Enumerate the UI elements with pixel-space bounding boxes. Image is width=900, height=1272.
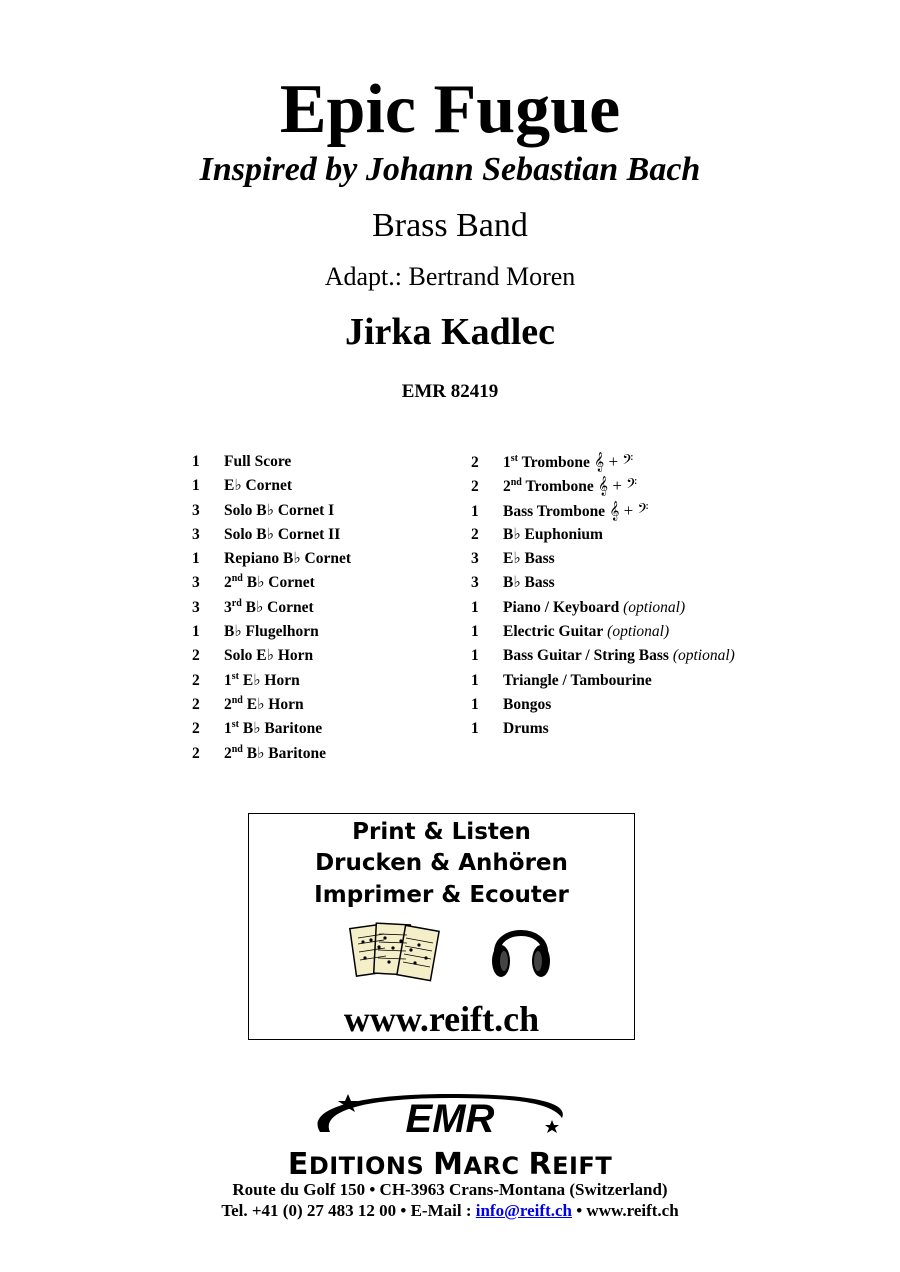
part-ordinal: 2 bbox=[503, 478, 511, 496]
part-ordinal: 2 bbox=[224, 695, 232, 713]
part-name: E♭ Horn bbox=[242, 695, 304, 713]
part-row bbox=[471, 450, 735, 474]
part-row bbox=[192, 717, 351, 741]
part-row bbox=[192, 474, 351, 498]
part-quantity: 1 bbox=[192, 453, 200, 470]
part-quantity: 1 bbox=[192, 623, 200, 641]
ensemble: Brass Band bbox=[372, 207, 528, 244]
email-link[interactable]: info@reift.ch bbox=[475, 1201, 572, 1220]
promo-line-2: Drucken & Anhören bbox=[315, 850, 568, 876]
part-optional-note: (optional) bbox=[668, 647, 735, 665]
part-quantity: 2 bbox=[471, 454, 479, 471]
part-name: Drums bbox=[503, 720, 549, 738]
publisher-ditions: DITIONS bbox=[308, 1152, 434, 1180]
part-ordinal: 1 bbox=[503, 454, 511, 471]
contact-line bbox=[0, 1201, 900, 1221]
emr-logo bbox=[300, 1088, 600, 1146]
part-quantity: 1 bbox=[192, 477, 200, 495]
part-quantity: 2 bbox=[192, 720, 200, 738]
part-name: Solo B♭ Cornet II bbox=[224, 525, 341, 543]
part-ordinal: 2 bbox=[224, 744, 232, 762]
part-optional-note: (optional) bbox=[603, 623, 670, 641]
part-quantity: 1 bbox=[471, 502, 479, 520]
part-name: B♭ Flugelhorn bbox=[224, 623, 319, 641]
part-name: B♭ Baritone bbox=[242, 744, 326, 762]
part-row bbox=[192, 547, 351, 571]
part-row bbox=[192, 596, 351, 620]
part-name: Trombone bbox=[517, 454, 590, 471]
part-ordinal-suffix: st bbox=[510, 452, 518, 464]
adaptation-credit: Adapt.: Bertrand Moren bbox=[324, 262, 576, 291]
part-name: Triangle / Tambourine bbox=[503, 671, 652, 689]
part-ordinal: 2 bbox=[224, 574, 232, 592]
part-quantity: 3 bbox=[471, 550, 479, 568]
part-row bbox=[471, 693, 735, 717]
part-quantity: 2 bbox=[471, 525, 479, 543]
part-row bbox=[192, 693, 351, 717]
website[interactable]: • www.reift.ch bbox=[571, 1201, 679, 1220]
part-quantity: 3 bbox=[192, 501, 200, 519]
part-name: B♭ Baritone bbox=[238, 720, 323, 738]
part-quantity: 1 bbox=[471, 671, 479, 689]
part-name: Full Score bbox=[224, 453, 292, 470]
publisher-r: R bbox=[528, 1147, 553, 1182]
part-ordinal-suffix: nd bbox=[510, 477, 522, 489]
part-ordinal-suffix: st bbox=[231, 670, 239, 682]
clef-icon: 𝄞 + 𝄢 bbox=[589, 452, 634, 471]
part-ordinal: 1 bbox=[224, 671, 232, 689]
part-quantity: 1 bbox=[471, 623, 479, 641]
part-quantity: 3 bbox=[192, 574, 200, 592]
parts-list-left bbox=[192, 450, 351, 766]
part-row bbox=[192, 523, 351, 547]
catalog-number: EMR 82419 bbox=[401, 381, 499, 402]
publisher-m: M bbox=[433, 1147, 464, 1182]
sheet-music-icon bbox=[349, 918, 441, 990]
part-name: Bass Trombone bbox=[503, 502, 606, 520]
part-quantity: 1 bbox=[471, 720, 479, 738]
address-line: Route du Golf 150 • CH-3963 Crans-Montana (Switzerland) bbox=[232, 1180, 668, 1199]
clef-icon: 𝄞 + 𝄢 bbox=[593, 476, 638, 496]
part-name: E♭ Cornet bbox=[224, 477, 293, 495]
part-optional-note: (optional) bbox=[619, 598, 686, 616]
part-name: Bongos bbox=[503, 695, 552, 713]
part-row bbox=[192, 620, 351, 644]
part-quantity: 3 bbox=[471, 574, 479, 592]
promo-line-3: Imprimer & Ecouter bbox=[314, 882, 569, 908]
part-quantity: 2 bbox=[192, 695, 200, 713]
part-row bbox=[471, 620, 735, 644]
title: Epic Fugue bbox=[279, 71, 621, 148]
part-row bbox=[471, 499, 735, 523]
part-ordinal-suffix: nd bbox=[231, 743, 243, 755]
part-name: Solo B♭ Cornet I bbox=[224, 501, 335, 519]
part-name: Solo E♭ Horn bbox=[224, 647, 314, 665]
part-row bbox=[192, 499, 351, 523]
part-ordinal-suffix: nd bbox=[231, 573, 243, 585]
part-row bbox=[471, 571, 735, 595]
part-row bbox=[471, 474, 735, 498]
part-row bbox=[192, 669, 351, 693]
part-name: Bass Guitar / String Bass bbox=[503, 647, 669, 665]
part-quantity: 3 bbox=[192, 525, 200, 543]
part-quantity: 2 bbox=[192, 671, 200, 689]
part-quantity: 2 bbox=[471, 478, 479, 496]
part-name: B♭ Euphonium bbox=[503, 525, 603, 543]
part-name: Electric Guitar bbox=[503, 623, 604, 641]
composer: Jirka Kadlec bbox=[344, 311, 556, 353]
publisher-eift: EIFT bbox=[552, 1152, 613, 1180]
part-ordinal-suffix: rd bbox=[231, 597, 242, 609]
publisher-name bbox=[0, 1147, 900, 1182]
part-quantity: 1 bbox=[471, 598, 479, 616]
part-row bbox=[192, 742, 351, 766]
part-name: E♭ Bass bbox=[503, 550, 555, 568]
part-row bbox=[471, 669, 735, 693]
part-ordinal-suffix: nd bbox=[231, 694, 243, 706]
part-row bbox=[192, 644, 351, 668]
part-row bbox=[471, 523, 735, 547]
part-name: B♭ Bass bbox=[503, 574, 555, 592]
subtitle: Inspired by Johann Sebastian Bach bbox=[199, 151, 701, 188]
part-quantity: 1 bbox=[471, 647, 479, 665]
part-ordinal-suffix: st bbox=[231, 719, 239, 731]
part-quantity: 2 bbox=[192, 647, 200, 665]
logo-text: EMR bbox=[405, 1097, 495, 1141]
headphones-icon bbox=[489, 914, 553, 982]
parts-list-right bbox=[471, 450, 735, 742]
part-row bbox=[471, 644, 735, 668]
part-name: Piano / Keyboard bbox=[503, 598, 620, 616]
telephone: Tel. +41 (0) 27 483 12 00 • E-Mail : bbox=[221, 1201, 476, 1220]
part-name: B♭ Cornet bbox=[242, 574, 315, 592]
part-quantity: 1 bbox=[192, 550, 200, 568]
part-quantity: 2 bbox=[192, 744, 200, 762]
promo-website[interactable]: www.reift.ch bbox=[343, 999, 540, 1039]
part-quantity: 3 bbox=[192, 598, 200, 616]
part-ordinal: 3 bbox=[224, 598, 232, 616]
part-row bbox=[471, 547, 735, 571]
part-quantity: 1 bbox=[471, 695, 479, 713]
part-row bbox=[471, 596, 735, 620]
part-row bbox=[192, 450, 351, 474]
part-name: Repiano B♭ Cornet bbox=[224, 550, 352, 568]
part-row bbox=[471, 717, 735, 741]
publisher-e: E bbox=[287, 1147, 309, 1182]
part-name: E♭ Horn bbox=[238, 671, 300, 689]
promo-line-1: Print & Listen bbox=[352, 819, 531, 845]
part-name: B♭ Cornet bbox=[241, 598, 314, 616]
part-row bbox=[192, 571, 351, 595]
print-listen-box bbox=[248, 813, 635, 1040]
publisher-arc: ARC bbox=[463, 1152, 529, 1180]
part-ordinal: 1 bbox=[224, 720, 232, 738]
part-name: Trombone bbox=[521, 478, 594, 496]
clef-icon: 𝄞 + 𝄢 bbox=[605, 500, 649, 520]
